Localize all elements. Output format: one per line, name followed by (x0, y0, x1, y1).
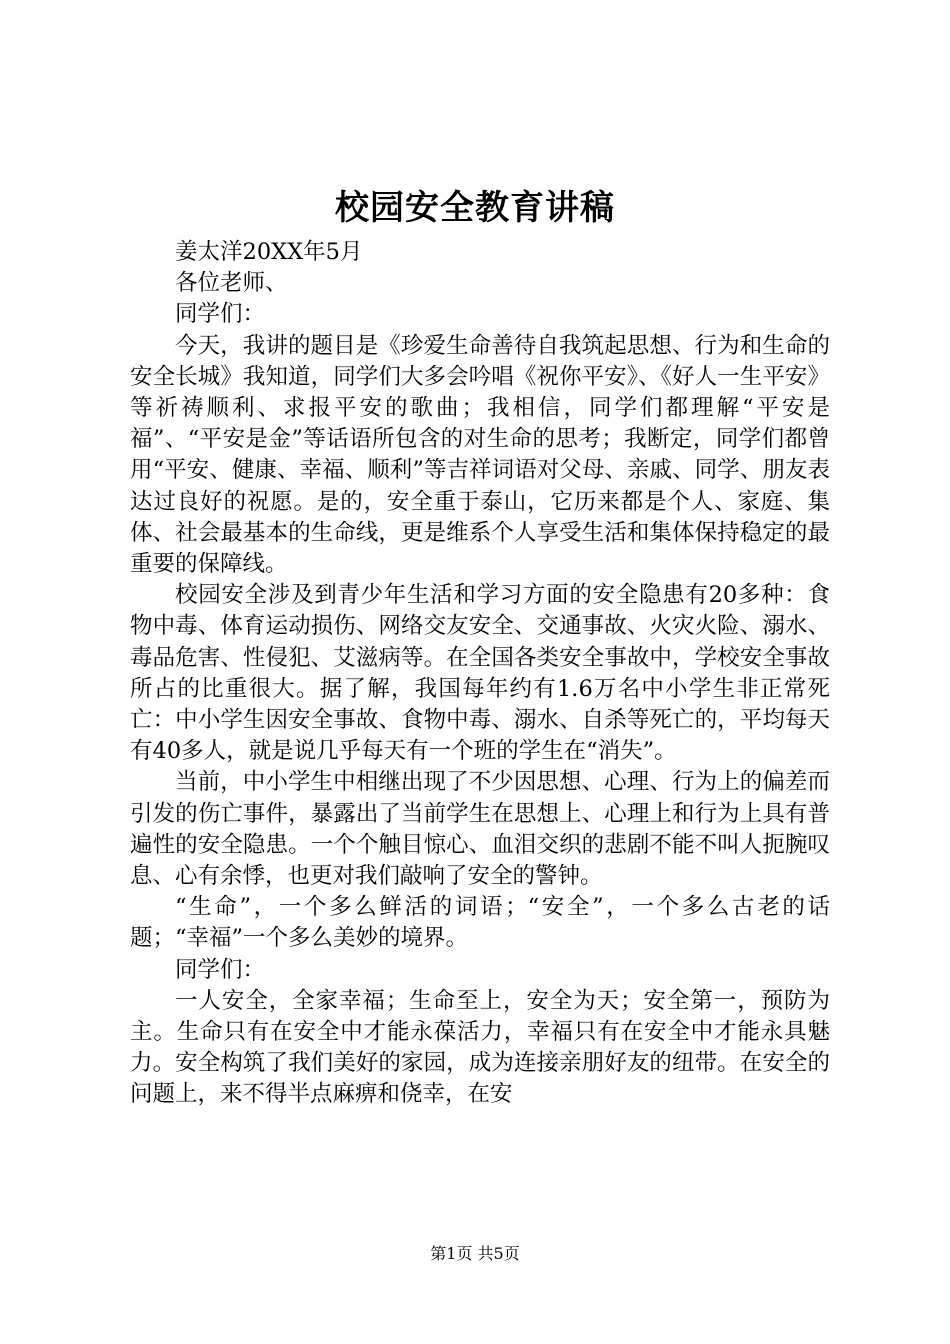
salutation-students: 同学们： (175, 956, 266, 983)
salutation-teachers: 各位老师、 (175, 270, 288, 297)
document-body (130, 237, 830, 1111)
paragraph: 今天，我讲的题目是《珍爱生命善待自我筑起思想、行为和生命的安全长城》我知道，同学们大多会吟唱《祝你平安》、《好人一生平安》等祈祷顺利、求报平安的歌曲；我相信，同学们都理解“平安是福”、“平安是金”等话语所包含的对生命的思考；我断定，同学们都曾用“平安、健康、幸福、顺利”等吉祥词语对父母、亲戚、同学、朋友表达过良好的祝愿。是的，安全重于泰山，它历来都是个人、家庭、集体、社会最基本的生命线，更是维系个人享受生活和集体保持稳定的最重要的保障线。 (130, 332, 830, 578)
document-title: 校园安全教育讲稿 (335, 188, 615, 228)
paragraph: “生命”，一个多么鲜活的词语；“安全”，一个多么古老的话题；“幸福”一个多么美妙的境界。 (130, 894, 830, 952)
author-date-line: 姜太洋20XX年5月 (175, 239, 363, 265)
page-footer: 第1页 共5页 (430, 1244, 520, 1263)
salutation-students: 同学们： (175, 301, 266, 328)
paragraph: 一人安全，全家幸福；生命至上，安全为天；安全第一，预防为主。生命只有在安全中才能永葆活力，幸福只有在安全中才能永具魅力。安全构筑了我们美好的家园，成为连接亲朋好友的纽带。在安全的问题上，来不得半点麻痹和侥幸，在安 (130, 987, 830, 1108)
paragraph: 校园安全涉及到青少年生活和学习方面的安全隐患有20多种：食物中毒、体育运动损伤、网络交友安全、交通事故、火灾火险、溺水、毒品危害、性侵犯、艾滋病等。在全国各类安全事故中，学校安全事故所占的比重很大。据了解，我国每年约有1.6万名中小学生非正常死亡：中小学生因安全事故、食物中毒、溺水、自杀等死亡的，平均每天有40多人，就是说几乎每天有一个班的学生在“消失”。 (130, 582, 830, 765)
paragraph: 当前，中小学生中相继出现了不少因思想、心理、行为上的偏差而引发的伤亡事件，暴露出了当前学生在思想上、心理上和行为上具有普遍性的安全隐患。一个个触目惊心、血泪交织的悲剧不能不叫人扼腕叹息、心有余悸，也更对我们敲响了安全的警钟。 (130, 769, 830, 890)
